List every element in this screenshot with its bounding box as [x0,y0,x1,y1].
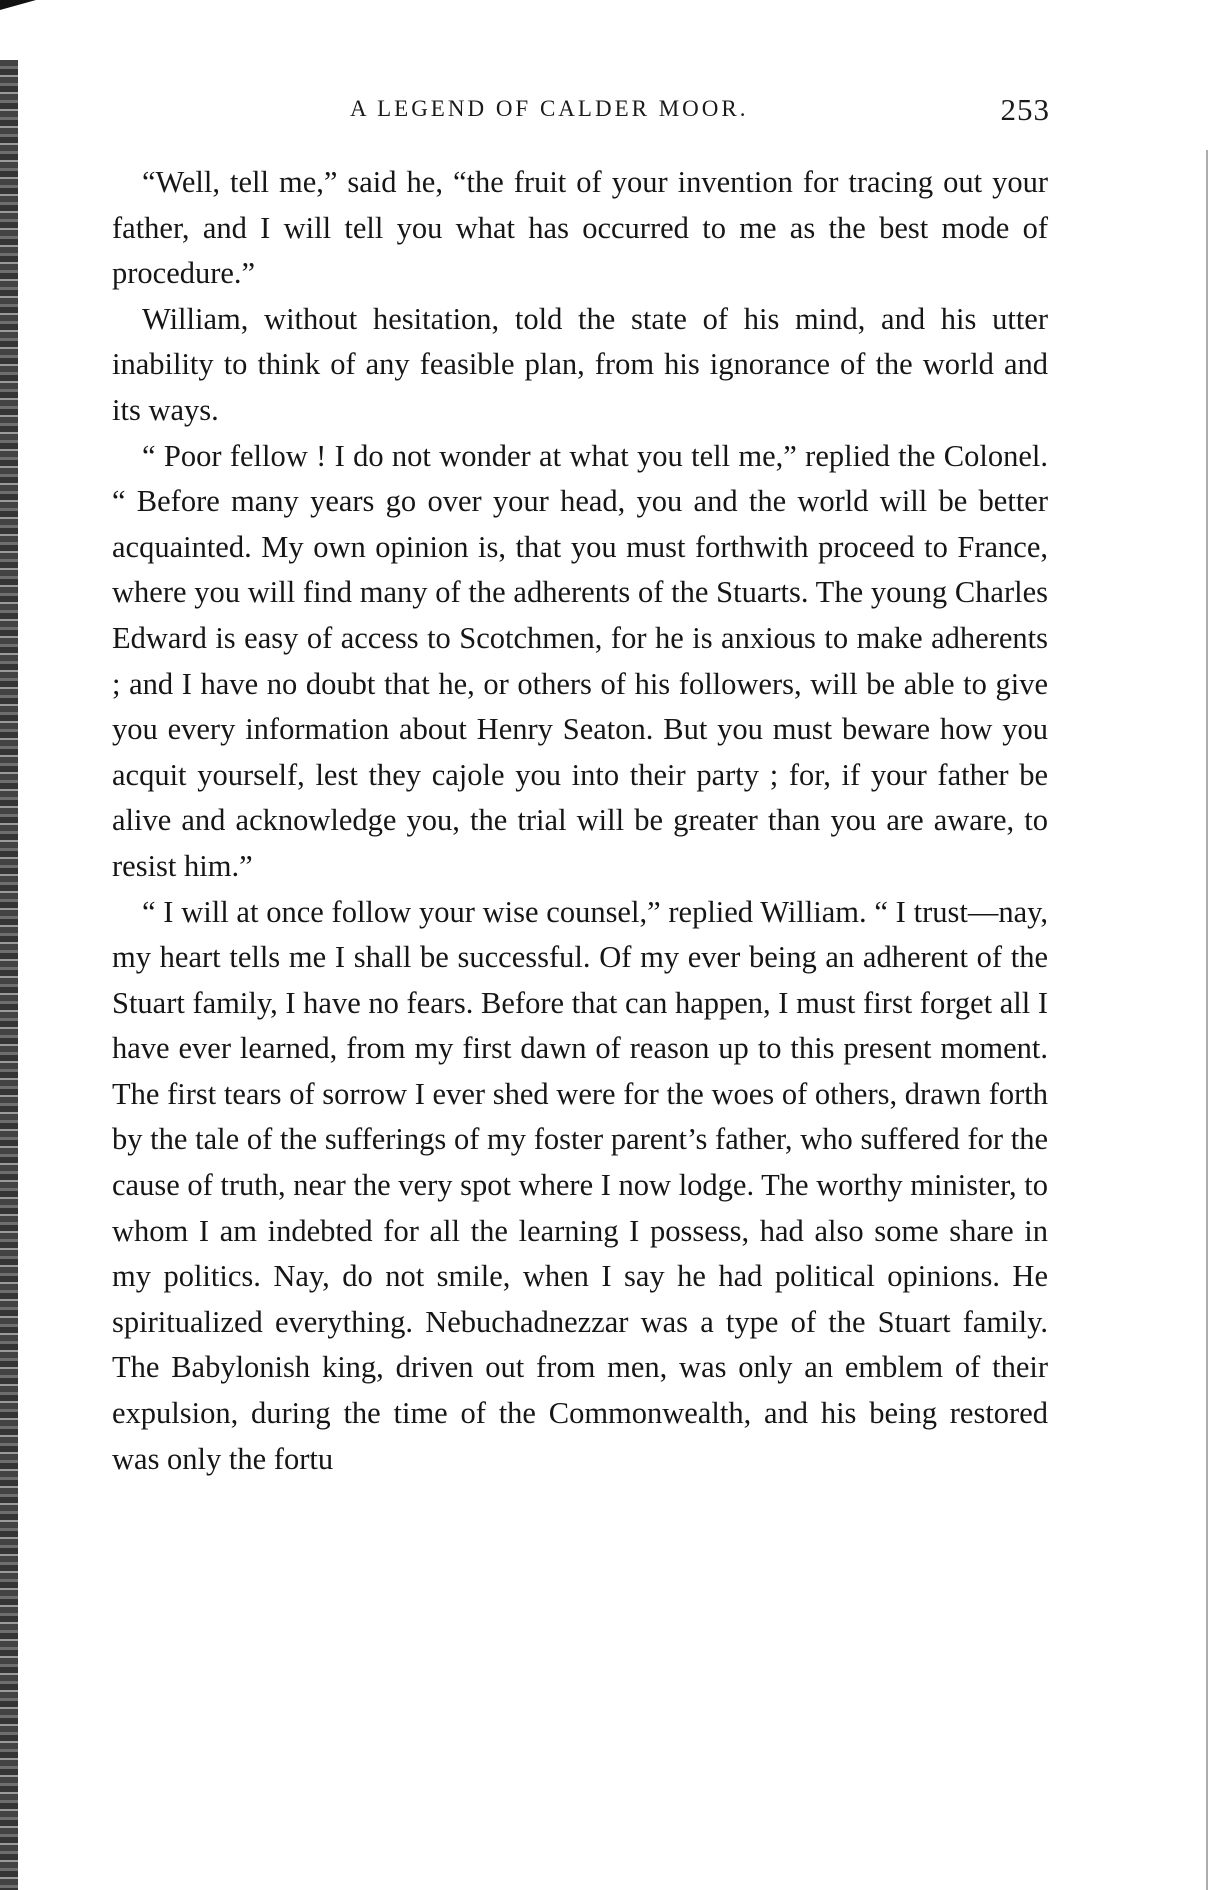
paragraph: William, without hesitation, told the state of his mind, and his utter inability to think of any feasible plan, from his ignorance of the world and its ways. [112,301,1048,427]
paragraph: “ I will at once follow your wise counsel,” replied William. “ I trust—nay, my heart tells me I shall be successful. Of my ever being an adherent of the Stuart family, I have no fears. Before that can happen, I must first forget all I have ever learned, from my first dawn of reason up to this present moment. The first tears of sorrow I ever shed were for the woes of others, drawn forth by the tale of the sufferings of my foster parent’s father, who suffered for the cause of truth, near the very spot where I now lodge. The worthy minister, to whom I am indebted for all the learning I possess, had also some share in my politics. Nay, do not smile, when I say he had political opinions. He spiritualized everything. Nebuchadnezzar was a type of the Stuart family. The Babylonish king, driven out from men, was only an emblem of their expulsion, during the time of the Commonwealth, and his being restored was only the fortu [112,894,1048,1476]
paragraph: “ Poor fellow ! I do not wonder at what you tell me,” replied the Colonel. “ Before many years go over your head, you and the world will be better acquainted. My own opinion is, that you must forthwith proceed to France, where you will find many of the adherents of the Stuarts. The young Charles Edward is easy of access to Scotchmen, for he is anxious to make adherents ; and I have no doubt that he, or others of his followers, will be able to give you every information about Henry Seaton. But you must beware how you acquit yourself, lest they cajole you into their party ; for, if your father be alive and acknowledge you, the trial will be greater than you are aware, to resist him.” [112,438,1048,883]
running-head [120,92,1050,132]
right-margin-rule [1206,150,1208,1890]
paragraph: “Well, tell me,” said he, “the fruit of your invention for tracing out your father, and I will tell you what has occurred to me as the best mode of procedure.” [112,165,1048,291]
running-title: A LEGEND OF CALDER MOOR. [350,96,749,121]
binding-edge [0,60,18,1890]
binding-notch [0,0,36,10]
page-number: 253 [1000,92,1050,127]
body-text [112,160,1048,1482]
